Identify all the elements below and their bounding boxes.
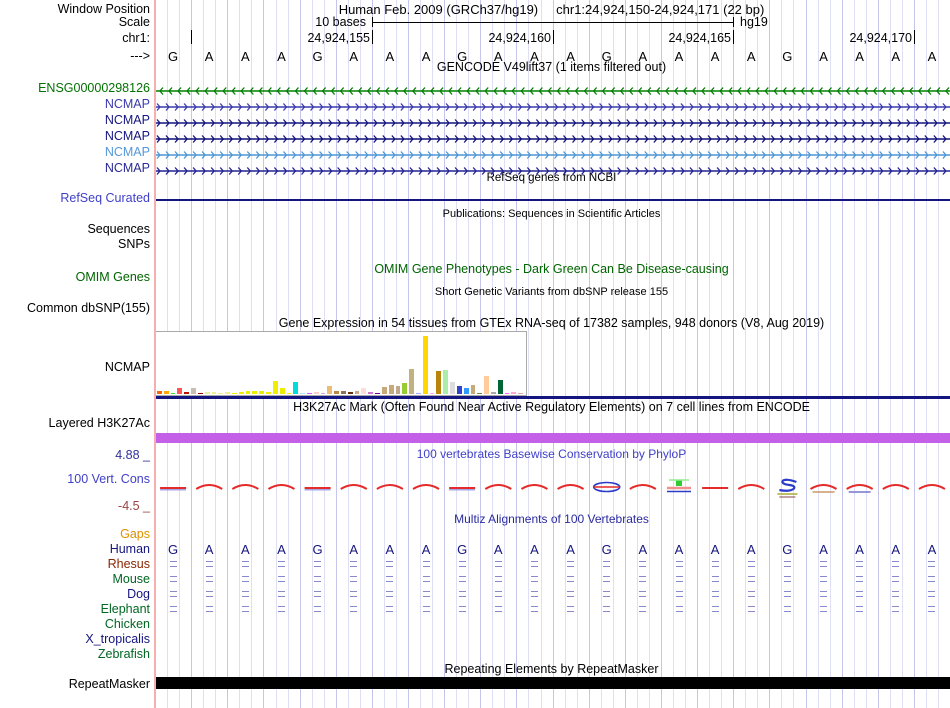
gtex-bar (287, 393, 292, 394)
gtex-bar (280, 388, 285, 394)
multiz-align-mark-elephant (423, 606, 430, 612)
track-heading-h3k27ac: H3K27Ac Mark (Often Found Near Active Regulatory Elements) on 7 cell lines from ENCODE (293, 400, 810, 414)
multiz-human-base: A (385, 541, 395, 557)
multiz-align-mark-mouse (784, 576, 791, 582)
gtex-gene-model-line[interactable] (155, 396, 950, 399)
multiz-align-mark-elephant (712, 606, 719, 612)
multiz-human-base: G (312, 541, 323, 557)
gtex-bar (300, 393, 305, 394)
multiz-align-mark-mouse (712, 576, 719, 582)
multiz-align-mark-dog (928, 591, 935, 597)
label-gene-ncmap-2[interactable]: NCMAP (104, 112, 150, 127)
multiz-human-base: A (530, 541, 539, 557)
multiz-align-mark-mouse (928, 576, 935, 582)
gtex-bar (232, 393, 237, 394)
multiz-align-mark-rhesus (242, 561, 249, 567)
multiz-align-mark-elephant (784, 606, 791, 612)
label-sequences[interactable]: Sequences (87, 221, 150, 236)
sequence-base: A (241, 48, 250, 64)
multiz-align-mark-dog (170, 591, 177, 597)
sequence-base: A (746, 48, 756, 64)
ruler-tick (191, 30, 192, 44)
label-multiz-gaps[interactable]: Gaps (120, 526, 150, 541)
multiz-align-mark-elephant (748, 606, 755, 612)
ruler-tick-label: 24,924,170 (849, 31, 912, 45)
gtex-bar (348, 392, 353, 394)
label-cons-max: 4.88 _ (115, 447, 150, 462)
multiz-align-mark-mouse (567, 576, 574, 582)
gtex-bar (205, 392, 210, 394)
sequence-base: A (493, 48, 503, 64)
gene-row-NCMAP-4[interactable] (155, 147, 950, 157)
multiz-align-mark-rhesus (748, 561, 755, 567)
multiz-align-mark-dog (748, 591, 755, 597)
gtex-bar (314, 392, 319, 394)
gtex-bar (273, 381, 278, 394)
gtex-bar (225, 392, 230, 394)
gtex-bar (389, 385, 394, 394)
assembly-label: hg19 (740, 15, 768, 29)
label-scale: Scale (118, 14, 150, 29)
scale-bar (372, 22, 733, 23)
label-multiz-chicken[interactable]: Chicken (104, 616, 150, 631)
position-title: chr1:24,924,150-24,924,171 (22 bp) (556, 2, 765, 17)
scale-bar-left-tick (372, 17, 373, 27)
multiz-align-mark-dog (531, 591, 538, 597)
track-heading-gtex: Gene Expression in 54 tissues from GTEx RNA-seq of 17382 samples, 948 donors (V8, Aug 2019) (278, 316, 825, 330)
multiz-align-mark-mouse (278, 576, 285, 582)
sequence-base: A (855, 48, 864, 64)
multiz-align-mark-rhesus (350, 561, 357, 567)
label-layered-h3k27ac[interactable]: Layered H3K27Ac (48, 415, 150, 430)
multiz-human-base: A (927, 541, 937, 557)
multiz-align-mark-mouse (170, 576, 177, 582)
assembly-title: Human Feb. 2009 (GRCh37/hg19) (338, 2, 539, 17)
multiz-align-mark-mouse (531, 576, 538, 582)
multiz-align-mark-mouse (856, 576, 863, 582)
gtex-bar (375, 393, 380, 394)
multiz-align-mark-dog (712, 591, 719, 597)
ruler-tick (914, 30, 915, 44)
multiz-align-mark-dog (603, 591, 610, 597)
multiz-human-base: A (493, 541, 503, 557)
multiz-align-mark-rhesus (856, 561, 863, 567)
track-heading-dbsnp: Short Genetic Variants from dbSNP release 155 (434, 286, 669, 298)
ruler-tick-label: 24,924,155 (307, 31, 370, 45)
track-heading-gencode: GENCODE V49lift37 (1 items filtered out) (436, 60, 667, 74)
label-chrom: chr1: (122, 30, 150, 45)
window-position-title (155, 3, 948, 16)
multiz-align-mark-mouse (495, 576, 502, 582)
multiz-align-mark-elephant (531, 606, 538, 612)
gtex-bar (191, 388, 196, 394)
scale-bar-right-tick (733, 17, 734, 27)
multiz-align-mark-elephant (639, 606, 646, 612)
ruler-tick (733, 30, 734, 44)
gtex-bar (518, 393, 523, 394)
gtex-bar (409, 369, 414, 394)
multiz-align-mark-dog (495, 591, 502, 597)
multiz-align-mark-dog (676, 591, 683, 597)
multiz-align-mark-rhesus (423, 561, 430, 567)
multiz-human-base: A (819, 541, 828, 557)
multiz-align-mark-dog (242, 591, 249, 597)
multiz-human-base: A (349, 541, 359, 557)
multiz-human-base: A (241, 541, 250, 557)
gtex-bar (423, 336, 428, 394)
repeatmasker-dense-bar[interactable] (155, 677, 950, 689)
multiz-align-mark-mouse (603, 576, 610, 582)
multiz-align-mark-rhesus (495, 561, 502, 567)
multiz-align-mark-dog (567, 591, 574, 597)
pink-divider-line (154, 0, 156, 708)
multiz-human-base: A (891, 541, 901, 557)
multiz-align-mark-elephant (206, 606, 213, 612)
multiz-human-base: A (421, 541, 431, 557)
gtex-bar (164, 391, 169, 394)
multiz-align-mark-elephant (386, 606, 393, 612)
multiz-align-mark-elephant (856, 606, 863, 612)
sequence-base: G (782, 48, 793, 64)
gtex-bar (184, 392, 189, 394)
multiz-align-mark-elephant (495, 606, 502, 612)
ruler-tick-label: 24,924,165 (668, 31, 731, 45)
gtex-bar (341, 391, 346, 394)
multiz-align-mark-elephant (350, 606, 357, 612)
gtex-bar (368, 392, 373, 394)
multiz-align-mark-rhesus (639, 561, 646, 567)
h3k27ac-dense-bar[interactable] (155, 433, 950, 443)
gtex-bar (396, 386, 401, 394)
multiz-align-mark-dog (459, 591, 466, 597)
multiz-align-mark-dog (314, 591, 321, 597)
sequence-base: A (421, 48, 431, 64)
gene-row-NCMAP-3[interactable] (155, 131, 950, 141)
ruler-tick (372, 30, 373, 44)
multiz-align-mark-mouse (314, 576, 321, 582)
label-gene-ncmap-4[interactable]: NCMAP (104, 144, 150, 159)
multiz-human-base: A (746, 541, 756, 557)
multiz-align-mark-mouse (748, 576, 755, 582)
gtex-bar (443, 370, 448, 394)
multiz-align-mark-rhesus (712, 561, 719, 567)
sequence-base: A (927, 48, 937, 64)
label-omim-genes[interactable]: OMIM Genes (75, 269, 150, 284)
track-heading-publications: Publications: Sequences in Scientific Articles (442, 208, 661, 220)
gtex-bar (450, 382, 455, 394)
sequence-base: A (674, 48, 684, 64)
label-multiz-human[interactable]: Human (109, 541, 150, 556)
gtex-bar (157, 391, 162, 394)
multiz-align-mark-mouse (242, 576, 249, 582)
label-multiz-mouse[interactable]: Mouse (112, 571, 150, 586)
label-gene-ensg[interactable]: ENSG00000298126 (38, 80, 150, 95)
gtex-bar (464, 388, 469, 394)
multiz-human-base: A (204, 541, 214, 557)
gene-row-NCMAP-2[interactable] (155, 115, 950, 125)
multiz-align-mark-dog (856, 591, 863, 597)
gtex-bar (177, 388, 182, 394)
multiz-align-mark-rhesus (386, 561, 393, 567)
multiz-human-base: A (277, 541, 286, 557)
multiz-align-mark-dog (784, 591, 791, 597)
label-gene-ncmap-5[interactable]: NCMAP (104, 160, 150, 175)
multiz-align-mark-elephant (242, 606, 249, 612)
label-gene-ncmap-1[interactable]: NCMAP (104, 96, 150, 111)
multiz-align-mark-rhesus (170, 561, 177, 567)
multiz-human-base: G (601, 541, 612, 557)
gtex-bar (491, 392, 496, 394)
multiz-align-mark-mouse (423, 576, 430, 582)
multiz-align-mark-dog (386, 591, 393, 597)
sequence-base: G (167, 48, 179, 64)
gtex-bar (355, 391, 360, 394)
multiz-align-mark-mouse (350, 576, 357, 582)
multiz-align-mark-elephant (459, 606, 466, 612)
multiz-align-mark-rhesus (676, 561, 683, 567)
refseq-curated-line[interactable] (155, 199, 950, 201)
multiz-align-mark-elephant (892, 606, 899, 612)
ruler-tick-label: 24,924,160 (488, 31, 551, 45)
sequence-base: A (277, 48, 286, 64)
gtex-bar (252, 391, 257, 394)
label-common-dbsnp[interactable]: Common dbSNP(155) (27, 300, 150, 315)
multiz-align-mark-elephant (928, 606, 935, 612)
gtex-bar (382, 387, 387, 394)
track-heading-phylop: 100 vertebrates Basewise Conservation by PhyloP (416, 447, 687, 461)
multiz-align-mark-mouse (639, 576, 646, 582)
multiz-align-mark-dog (423, 591, 430, 597)
multiz-align-mark-rhesus (278, 561, 285, 567)
multiz-align-mark-dog (639, 591, 646, 597)
multiz-align-mark-mouse (206, 576, 213, 582)
gene-row-NCMAP-1[interactable] (155, 99, 950, 109)
conservation-wiggle[interactable] (155, 474, 950, 504)
gtex-bar (477, 393, 482, 394)
sequence-base: A (204, 48, 214, 64)
gtex-bar (471, 385, 476, 394)
multiz-human-base: G (167, 541, 179, 557)
multiz-align-mark-mouse (676, 576, 683, 582)
gtex-bar (198, 393, 203, 394)
multiz-align-mark-mouse (459, 576, 466, 582)
gtex-bar (327, 386, 332, 394)
gtex-bar (246, 391, 251, 394)
label-vert-cons[interactable]: 100 Vert. Cons (67, 471, 150, 486)
multiz-align-mark-dog (820, 591, 827, 597)
gtex-bar (498, 380, 503, 394)
gene-row-ENSG00000298126[interactable] (155, 83, 950, 93)
multiz-human-base: A (638, 541, 648, 557)
multiz-align-mark-dog (350, 591, 357, 597)
gtex-bar (436, 371, 441, 394)
sequence-base: A (385, 48, 395, 64)
sequence-base: G (312, 48, 323, 64)
label-multiz-dog[interactable]: Dog (127, 586, 150, 601)
label-cons-min: -4.5 _ (118, 498, 150, 513)
multiz-align-mark-elephant (567, 606, 574, 612)
multiz-human-base: G (782, 541, 793, 557)
multiz-align-mark-elephant (278, 606, 285, 612)
multiz-human-base: A (855, 541, 864, 557)
multiz-human-base: A (674, 541, 684, 557)
label-multiz-elephant[interactable]: Elephant (100, 601, 150, 616)
multiz-align-mark-elephant (820, 606, 827, 612)
gtex-bar (457, 386, 462, 394)
multiz-align-mark-rhesus (314, 561, 321, 567)
multiz-human-base: G (457, 541, 468, 557)
multiz-align-mark-dog (892, 591, 899, 597)
gtex-bar (266, 392, 271, 394)
multiz-align-mark-rhesus (206, 561, 213, 567)
label-gtex-ncmap[interactable]: NCMAP (104, 359, 150, 374)
sequence-base: A (638, 48, 648, 64)
sequence-base: G (601, 48, 612, 64)
multiz-align-mark-elephant (170, 606, 177, 612)
multiz-align-mark-rhesus (820, 561, 827, 567)
gtex-bar (307, 393, 312, 394)
gtex-bar (293, 382, 298, 394)
label-multiz-xtropicalis[interactable]: X_tropicalis (85, 631, 150, 646)
sequence-base: A (891, 48, 901, 64)
sequence-base: A (530, 48, 539, 64)
multiz-align-mark-dog (206, 591, 213, 597)
label-refseq-curated[interactable]: RefSeq Curated (60, 190, 150, 205)
label-multiz-rhesus[interactable]: Rhesus (107, 556, 150, 571)
track-heading-repeatmasker: Repeating Elements by RepeatMasker (444, 662, 659, 676)
multiz-align-mark-dog (278, 591, 285, 597)
gtex-bar (361, 388, 366, 394)
gtex-bar (484, 376, 489, 394)
gtex-bar (416, 393, 421, 394)
gtex-bar (171, 393, 176, 394)
label-strand: ---> (130, 48, 150, 63)
scale-value: 10 bases (315, 15, 366, 29)
multiz-align-mark-rhesus (892, 561, 899, 567)
sequence-base: A (349, 48, 359, 64)
label-repeatmasker-label[interactable]: RepeatMasker (68, 676, 150, 691)
multiz-align-mark-mouse (820, 576, 827, 582)
gtex-bar (259, 391, 264, 394)
gtex-bar (334, 391, 339, 394)
multiz-align-mark-rhesus (784, 561, 791, 567)
gene-row-NCMAP-5[interactable] (155, 163, 950, 173)
sequence-base: A (710, 48, 720, 64)
multiz-align-mark-rhesus (603, 561, 610, 567)
multiz-align-mark-elephant (314, 606, 321, 612)
multiz-align-mark-rhesus (567, 561, 574, 567)
gtex-bar (218, 393, 223, 394)
gtex-bar (430, 393, 435, 394)
multiz-align-mark-elephant (676, 606, 683, 612)
multiz-align-mark-mouse (386, 576, 393, 582)
multiz-align-mark-mouse (892, 576, 899, 582)
track-heading-multiz: Multiz Alignments of 100 Vertebrates (454, 512, 649, 526)
gtex-bar (212, 392, 217, 394)
gtex-bar (511, 392, 516, 394)
multiz-human-base: A (710, 541, 720, 557)
sequence-base: A (819, 48, 828, 64)
sequence-base: A (566, 48, 575, 64)
ruler-tick (553, 30, 554, 44)
label-gene-ncmap-3[interactable]: NCMAP (104, 128, 150, 143)
gtex-bar (321, 393, 326, 394)
sequence-base: G (457, 48, 468, 64)
gtex-bar (402, 383, 407, 394)
gtex-bar (505, 393, 510, 394)
track-heading-omim: OMIM Gene Phenotypes - Dark Green Can Be Disease-causing (374, 262, 729, 276)
multiz-human-base: A (566, 541, 575, 557)
multiz-align-mark-elephant (603, 606, 610, 612)
gtex-bar (239, 392, 244, 394)
multiz-align-mark-rhesus (459, 561, 466, 567)
multiz-align-mark-rhesus (928, 561, 935, 567)
label-snps[interactable]: SNPs (118, 236, 150, 251)
track-heading-refseq-ncbi: RefSeq genes from NCBI (486, 172, 617, 184)
multiz-align-mark-rhesus (531, 561, 538, 567)
label-multiz-zebrafish[interactable]: Zebrafish (97, 646, 150, 661)
label-window-position: Window Position (57, 1, 150, 16)
